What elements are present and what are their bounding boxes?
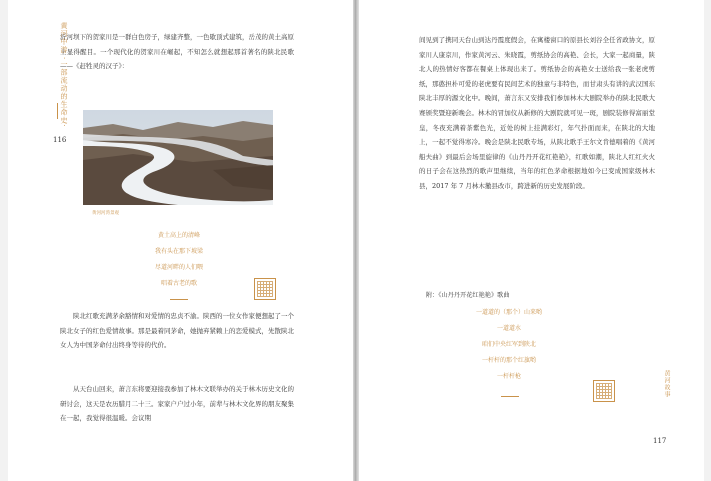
song-line: 一道道的（那个）山来哟 bbox=[475, 309, 542, 316]
photo-caption: 黄河河湾景观 bbox=[92, 211, 119, 216]
song-line: 咱们中央红军到陕北 bbox=[481, 341, 536, 348]
paragraph: 从天台山回来，萧言东将要迎接我参加了林木文联举办的关于林木历史文化的研讨会，这天是农历腊月二十三。家家户户过小年，前辈与林木文化界的朋友聚集在一起，我觉得很温暖。会议期 bbox=[60, 385, 294, 423]
song-line: 一道道水 bbox=[496, 325, 521, 332]
river-photo bbox=[83, 110, 273, 205]
poem-line: 尽道河畔的人们喂 bbox=[154, 264, 203, 271]
poem-line: 我有头在那下坡梁 bbox=[154, 248, 203, 255]
song-divider bbox=[501, 396, 519, 397]
left-page bbox=[8, 0, 353, 481]
river-landscape-image bbox=[83, 110, 273, 205]
page-number: 117 bbox=[653, 437, 667, 445]
paragraph: 沂河坝下的贺家川是一群白色房子，绿建齐整，一色歇顶式建筑，岳茂的黄土高原上显得醒目。一个现代化的贺家川在崛起，不知怎么就想起那首著名的陕北民歌——《赶牲灵的汉子》： bbox=[60, 33, 294, 71]
poem bbox=[148, 228, 210, 292]
seal-stamp bbox=[254, 278, 276, 300]
page-edge bbox=[0, 0, 8, 481]
page-edge bbox=[704, 0, 711, 481]
running-head-sub: ·一部流动的生命史· bbox=[60, 57, 68, 128]
poem-divider bbox=[170, 299, 188, 300]
running-head-main: 黄河中游 bbox=[60, 22, 68, 54]
song-lyrics bbox=[449, 305, 569, 385]
poem-line: 黄土高上的清峰 bbox=[157, 232, 200, 239]
appendix-title: 附：《山丹丹开花红艳艳》歌曲 bbox=[426, 292, 510, 299]
song-line: 一杆杆的那个红旗哟 bbox=[481, 357, 536, 364]
page-number: 116 bbox=[53, 136, 67, 144]
seal-stamp bbox=[593, 380, 615, 402]
song-line: 一杆杆枪 bbox=[496, 373, 521, 380]
vertical-tag: 黄河故事 bbox=[663, 370, 670, 398]
gold-rule bbox=[57, 103, 58, 119]
poem-line: 唱着古老的歌 bbox=[160, 280, 197, 287]
right-page bbox=[359, 0, 704, 481]
paragraph: 间见到了携同天台山到达丹霞度假会，在寓楼窗口的原县长刘谷全任省政协文，原家川人康京川，作家黄河云、朱晓霞，剪纸协会的高艳、会长，大家一起商量，陕北人的热情好客都在餐桌上体现出来了。剪纸协会的高艳女士送给我一张老虎剪纸，那憨担朴可爱的老虎要有民间艺术的独童与非特色，而甘肃头有讲的武汉国东陕北丰厚的源文化中。晚间，萧言东又安排我们参加林木大剧院举办的陕北民歌大赛颁奖暨迎新晚会。林木的冒加仪从新修的大剧院就可见一斑，剧院装修得富丽堂皇，冬夜充满着茶紫色光，近处的树上挂满彩灯，年气扑面而来，在陕北的大地上，一起不觉得寒冷。晚会是陕北民歌专场，从陕北歌手王尔文肯德唱着的《黄河船夫曲》到最后会场里旋律的《山丹丹开花红艳艳》，红歌如潮，陕北人红红火火的日子会在这热烈的歌声里继续，当年的红色茅命根据地如今已变成国家级林木县，2017 年 7 月林木撤县改市，跨进新的历史发展阶段。 bbox=[419, 36, 655, 190]
paragraph: 陕北红歌充满茅余豁情和对爱情的忠贞不渝。陕西的一位女作家便想起了一个陕北女子的红色爱情故事。那是最着同茅命，她抛弃紧赖上的恋爱模式，先散陕北女人为中国茅命付出终身等待的代价。 bbox=[60, 312, 294, 350]
